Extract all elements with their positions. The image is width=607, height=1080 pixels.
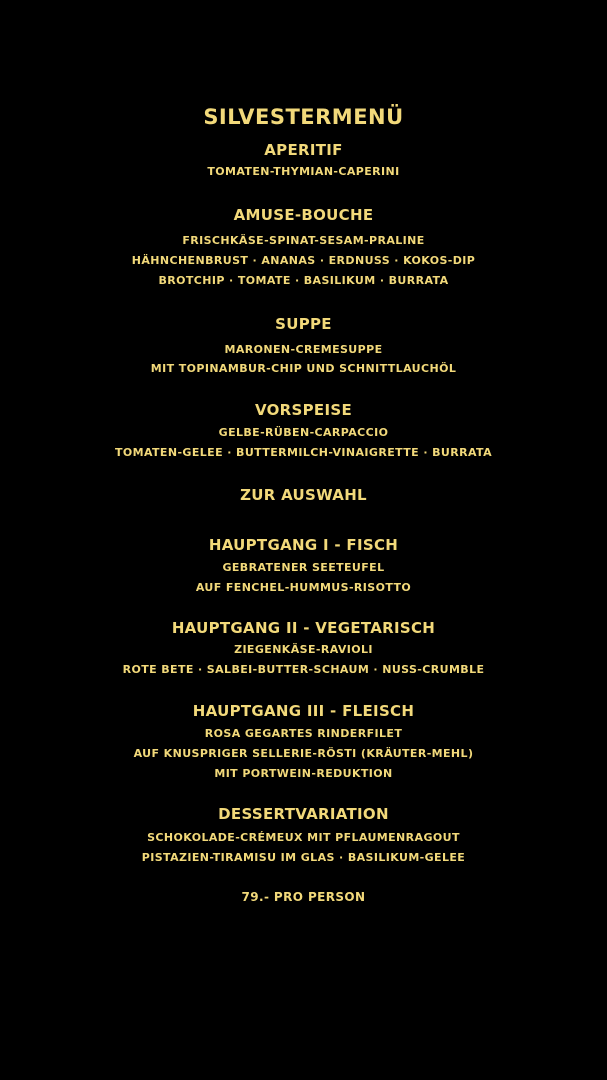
- section-heading-suppe: SUPPE: [275, 315, 332, 333]
- menu-item-line: MARONEN-CREMESUPPE: [224, 343, 383, 356]
- menu-item-line: ROSA GEGARTES RINDERFILET: [204, 727, 403, 740]
- menu-item-line: MIT PORTWEIN-REDUKTION: [214, 767, 393, 780]
- menu-item-line: ZIEGENKÄSE-RAVIOLI: [234, 643, 373, 656]
- menu-title: SILVESTERMENÜ: [203, 105, 404, 129]
- menu-item-line: ROTE BETE · SALBEI-BUTTER-SCHAUM · NUSS-CRUMBLE: [122, 663, 485, 676]
- menu-item-line: TOMATEN-THYMIAN-CAPERINI: [207, 165, 400, 178]
- menu-item-line: AUF FENCHEL-HUMMUS-RISOTTO: [195, 581, 412, 594]
- menu-item-line: TOMATEN-GELEE · BUTTERMILCH-VINAIGRETTE · BURRATA: [114, 446, 493, 459]
- section-heading-amuse-bouche: AMUSE-BOUCHE: [233, 206, 374, 224]
- menu-item-line: SCHOKOLADE-CRÉMEUX MIT PFLAUMENRAGOUT: [147, 831, 460, 844]
- menu-item-line: AUF KNUSPRIGER SELLERIE-RÖSTI (KRÄUTER-MEHL): [133, 747, 474, 760]
- section-heading-hauptgang-vegetarisch: HAUPTGANG II - VEGETARISCH: [171, 619, 436, 637]
- menu-item-line: MIT TOPINAMBUR-CHIP UND SCHNITTLAUCHÖL: [150, 362, 457, 375]
- menu-item-line: PISTAZIEN-TIRAMISU IM GLAS · BASILIKUM-GELEE: [141, 851, 466, 864]
- price-label: 79.- PRO PERSON: [241, 890, 366, 904]
- menu-item-line: BROTCHIP · TOMATE · BASILIKUM · BURRATA: [158, 274, 449, 287]
- menu-item-line: FRISCHKÄSE-SPINAT-SESAM-PRALINE: [182, 234, 425, 247]
- section-heading-hauptgang-fleisch: HAUPTGANG III - FLEISCH: [192, 702, 415, 720]
- menu-item-line: HÄHNCHENBRUST · ANANAS · ERDNUSS · KOKOS-DIP: [131, 254, 476, 267]
- section-heading-aperitif: APERITIF: [264, 141, 343, 159]
- section-heading-dessertvariation: DESSERTVARIATION: [218, 805, 389, 823]
- menu-item-line: GEBRATENER SEETEUFEL: [222, 561, 385, 574]
- section-heading-zur-auswahl: ZUR AUSWAHL: [240, 486, 367, 504]
- section-heading-hauptgang-fisch: HAUPTGANG I - FISCH: [208, 536, 399, 554]
- section-heading-vorspeise: VORSPEISE: [254, 401, 353, 419]
- menu-item-line: GELBE-RÜBEN-CARPACCIO: [218, 426, 389, 439]
